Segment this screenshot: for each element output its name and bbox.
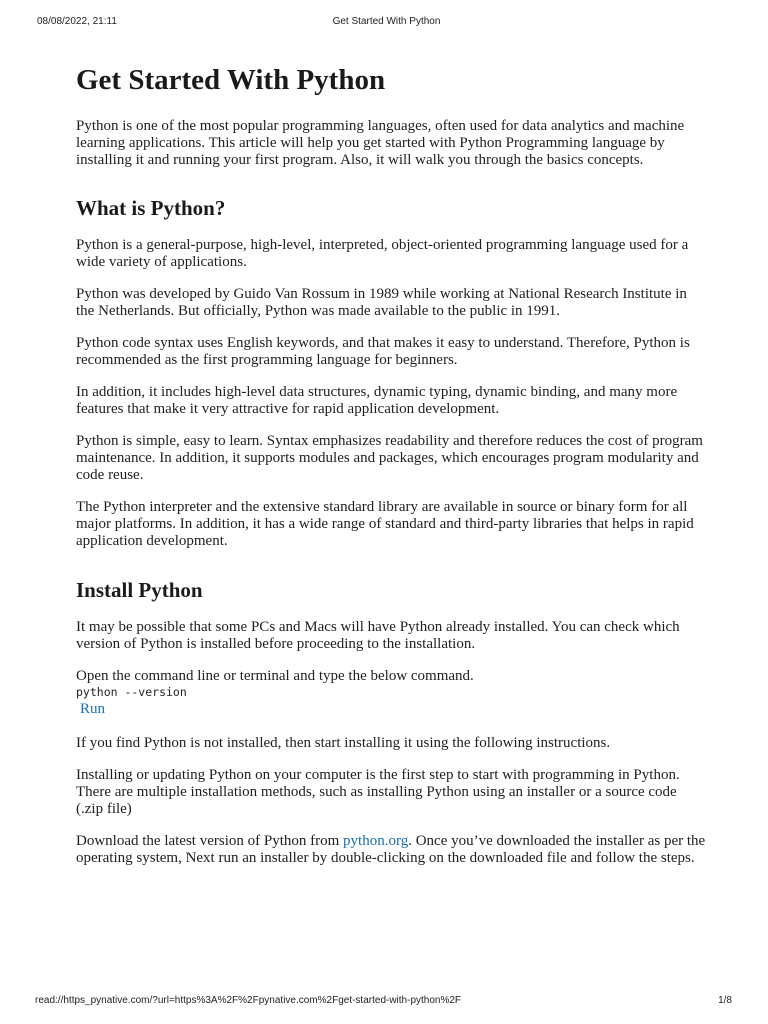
- article-title: Get Started With Python: [76, 64, 386, 96]
- print-page-title: Get Started With Python: [332, 16, 441, 27]
- page-number: 1/8: [718, 995, 732, 1006]
- paragraph: Installing or updating Python on your computer is the first step to start with programming in Python. There are multiple installation methods, such as installing Python using an installer or a source code (.zip file): [76, 767, 680, 817]
- print-footer: [35, 995, 736, 1009]
- intro-paragraph: Python is one of the most popular programming languages, often used for data analytics and machine learning applications. This article will help you get started with Python Programming language by installing it and running your first program. Also, it will walk you through the basics concepts.: [76, 118, 685, 168]
- download-text-start: Download the latest version of Python from: [76, 833, 344, 849]
- section-heading-what-is-python: What is Python?: [76, 196, 226, 220]
- paragraph: It may be possible that some PCs and Macs will have Python already installed. You can check which version of Python is installed before proceeding to the installation.: [76, 619, 680, 652]
- paragraph: Python is a general-purpose, high-level, interpreted, object-oriented programming language used for a wide variety of applications.: [76, 237, 689, 270]
- paragraph: If you find Python is not installed, then start installing it using the following instructions.: [76, 735, 611, 751]
- python-org-link[interactable]: python.org: [343, 833, 409, 849]
- section-heading-install-python: Install Python: [76, 578, 203, 602]
- paragraph: In addition, it includes high-level data structures, dynamic typing, dynamic binding, and many more features that make it very attractive for rapid application development.: [76, 384, 678, 417]
- paragraph: Python was developed by Guido Van Rossum in 1989 while working at National Research Institute in the Netherlands. But officially, Python was made available to the public in 1991.: [76, 286, 687, 319]
- paragraph: Open the command line or terminal and type the below command.: [76, 668, 474, 684]
- download-text-end: . Once you’ve downloaded the installer as per the operating system, Next run an installer by double-clicking on the downloaded file and follow the steps.: [76, 833, 706, 866]
- paragraph: Python code syntax uses English keywords, and that makes it easy to understand. Therefore, Python is recommended as the first programming language for beginners.: [76, 335, 690, 368]
- article: [76, 62, 706, 882]
- print-header: [37, 16, 736, 30]
- print-url: read://https_pynative.com/?url=https%3A%2F%2Fpynative.com%2Fget-started-with-python%2F: [35, 995, 462, 1006]
- paragraph: The Python interpreter and the extensive standard library are available in source or binary form for all major platforms. In addition, it has a wide range of standard and third-party libraries that helps in rapid application development.: [76, 499, 694, 549]
- print-datetime: 08/08/2022, 21:11: [37, 16, 117, 27]
- paragraph: Python is simple, easy to learn. Syntax emphasizes readability and therefore reduces the cost of program maintenance. In addition, it supports modules and packages, which encourages program modularity and code reuse.: [76, 433, 703, 483]
- code-snippet: python --version: [76, 685, 187, 699]
- download-paragraph: [76, 833, 706, 867]
- run-code-button[interactable]: Run: [80, 701, 106, 717]
